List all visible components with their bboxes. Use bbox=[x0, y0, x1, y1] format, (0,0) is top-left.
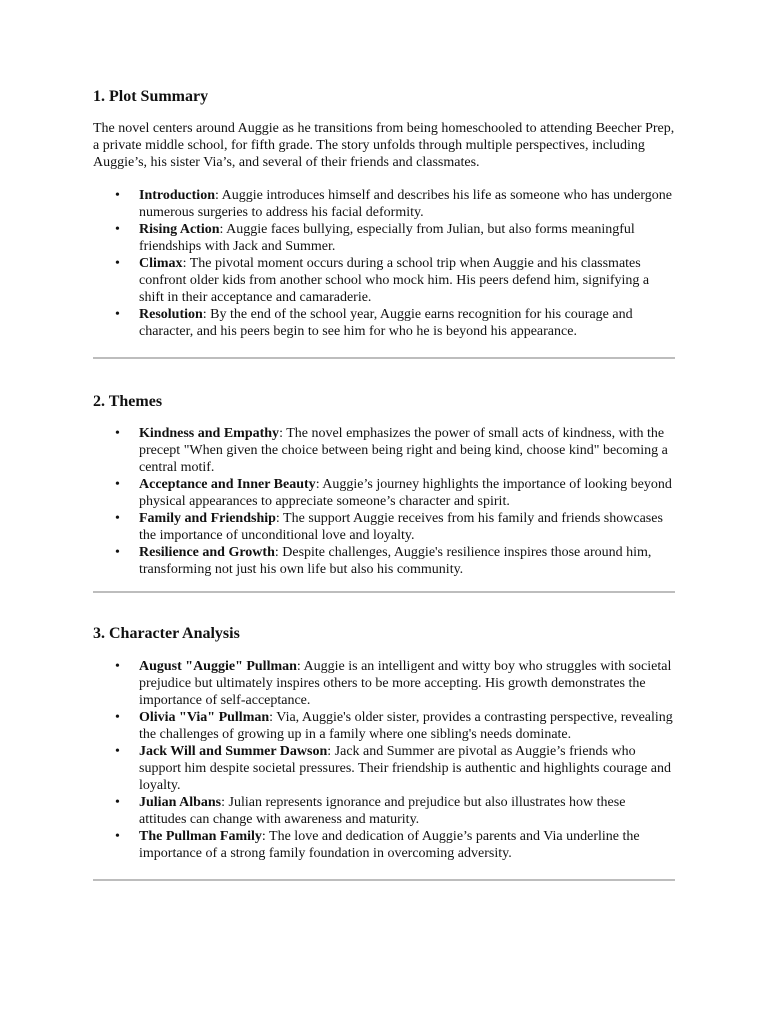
item-text: : Auggie is an intelligent and witty boy who struggles with societal prejudice but ultimately inspires others to be more accepting. His growth demonstrates the importance of self-acceptance. bbox=[139, 659, 672, 708]
item-text: : Jack and Summer are pivotal as Auggie’s friends who support him despite societal pressures. Their friendship is authentic and highlights courage and loyalty. bbox=[139, 744, 672, 793]
item-term: Introduction bbox=[139, 188, 215, 203]
item-term: Julian Albans bbox=[139, 795, 222, 810]
section-heading: 3. Character Analysis bbox=[93, 625, 240, 642]
item-term: Climax bbox=[139, 256, 183, 271]
list-item bbox=[93, 476, 675, 510]
list-item bbox=[93, 828, 675, 862]
list-item bbox=[93, 510, 675, 544]
list-item bbox=[93, 544, 675, 578]
bullet-icon: • bbox=[115, 222, 120, 237]
list-item bbox=[93, 794, 675, 828]
list-item bbox=[93, 658, 675, 709]
item-text: : Auggie’s journey highlights the importance of looking beyond physical appearances to appreciate someone’s character and spirit. bbox=[139, 477, 672, 509]
list-item bbox=[93, 221, 675, 255]
list-item bbox=[93, 709, 675, 743]
item-term: Resilience and Growth bbox=[139, 545, 275, 560]
list-item bbox=[93, 743, 675, 794]
bullet-icon: • bbox=[115, 307, 120, 322]
item-term: Acceptance and Inner Beauty bbox=[139, 477, 316, 492]
item-text: : The pivotal moment occurs during a school trip when Auggie and his classmates confront older kids from another school who mock him. His peers defend him, signifying a shift in their acceptance and camaraderie. bbox=[139, 256, 650, 305]
bullet-icon: • bbox=[115, 795, 120, 810]
section-heading: 1. Plot Summary bbox=[93, 88, 209, 105]
bullet-icon: • bbox=[115, 511, 120, 526]
section-divider bbox=[93, 879, 675, 881]
bullet-list bbox=[93, 425, 675, 578]
bullet-icon: • bbox=[115, 829, 120, 844]
bullet-icon: • bbox=[115, 477, 120, 492]
item-term: The Pullman Family bbox=[139, 829, 262, 844]
list-item bbox=[93, 187, 675, 221]
bullet-icon: • bbox=[115, 659, 120, 674]
bullet-icon: • bbox=[115, 710, 120, 725]
section-divider bbox=[93, 357, 675, 359]
item-term: Kindness and Empathy bbox=[139, 426, 280, 441]
item-term: Jack Will and Summer Dawson bbox=[139, 744, 328, 759]
bullet-icon: • bbox=[115, 426, 120, 441]
item-text: : The love and dedication of Auggie’s parents and Via underline the importance of a strong family foundation in overcoming adversity. bbox=[139, 829, 640, 861]
item-term: Family and Friendship bbox=[139, 511, 276, 526]
item-text: : Auggie faces bullying, especially from Julian, but also forms meaningful friendships with Jack and Summer. bbox=[139, 222, 635, 254]
item-text: : Via, Auggie's older sister, provides a contrasting perspective, revealing the challenges of growing up in a family where one sibling's needs dominate. bbox=[139, 710, 673, 742]
list-item bbox=[93, 425, 675, 476]
item-term: August "Auggie" Pullman bbox=[139, 659, 297, 674]
section-intro: The novel centers around Auggie as he transitions from being homeschooled to attending Beecher Prep, a private middle school, for fifth grade. The story unfolds through multiple perspectives, including Auggie’s, his sister Via’s, and several of their friends and classmates. bbox=[93, 121, 675, 170]
section-heading: 2. Themes bbox=[93, 393, 163, 410]
bullet-icon: • bbox=[115, 256, 120, 271]
item-term: Rising Action bbox=[139, 222, 220, 237]
bullet-icon: • bbox=[115, 545, 120, 560]
item-text: : The support Auggie receives from his family and friends showcases the importance of unconditional love and loyalty. bbox=[139, 511, 663, 543]
item-term: Olivia "Via" Pullman bbox=[139, 710, 270, 725]
list-item bbox=[93, 306, 675, 340]
section-themes bbox=[93, 391, 675, 593]
item-text: : By the end of the school year, Auggie earns recognition for his courage and character, and his peers begin to see him for who he is beyond his appearance. bbox=[139, 307, 633, 339]
bullet-icon: • bbox=[115, 744, 120, 759]
section-plot-summary bbox=[93, 86, 675, 359]
bullet-list bbox=[93, 187, 675, 340]
bullet-icon: • bbox=[115, 188, 120, 203]
item-term: Resolution bbox=[139, 307, 203, 322]
item-text: : Auggie introduces himself and describes his life as someone who has undergone numerous surgeries to address his facial deformity. bbox=[139, 188, 672, 220]
item-text: : Julian represents ignorance and prejudice but also illustrates how these attitudes can change with awareness and maturity. bbox=[139, 795, 626, 827]
item-text: : The novel emphasizes the power of small acts of kindness, with the precept "When given the choice between being right and being kind, choose kind" becoming a central motif. bbox=[139, 426, 668, 475]
section-divider bbox=[93, 591, 675, 593]
document-page bbox=[93, 86, 675, 881]
section-character-analysis bbox=[93, 623, 675, 881]
list-item bbox=[93, 255, 675, 306]
bullet-list bbox=[93, 658, 675, 862]
item-text: : Despite challenges, Auggie's resilience inspires those around him, transforming not just his own life but also his community. bbox=[139, 545, 652, 577]
